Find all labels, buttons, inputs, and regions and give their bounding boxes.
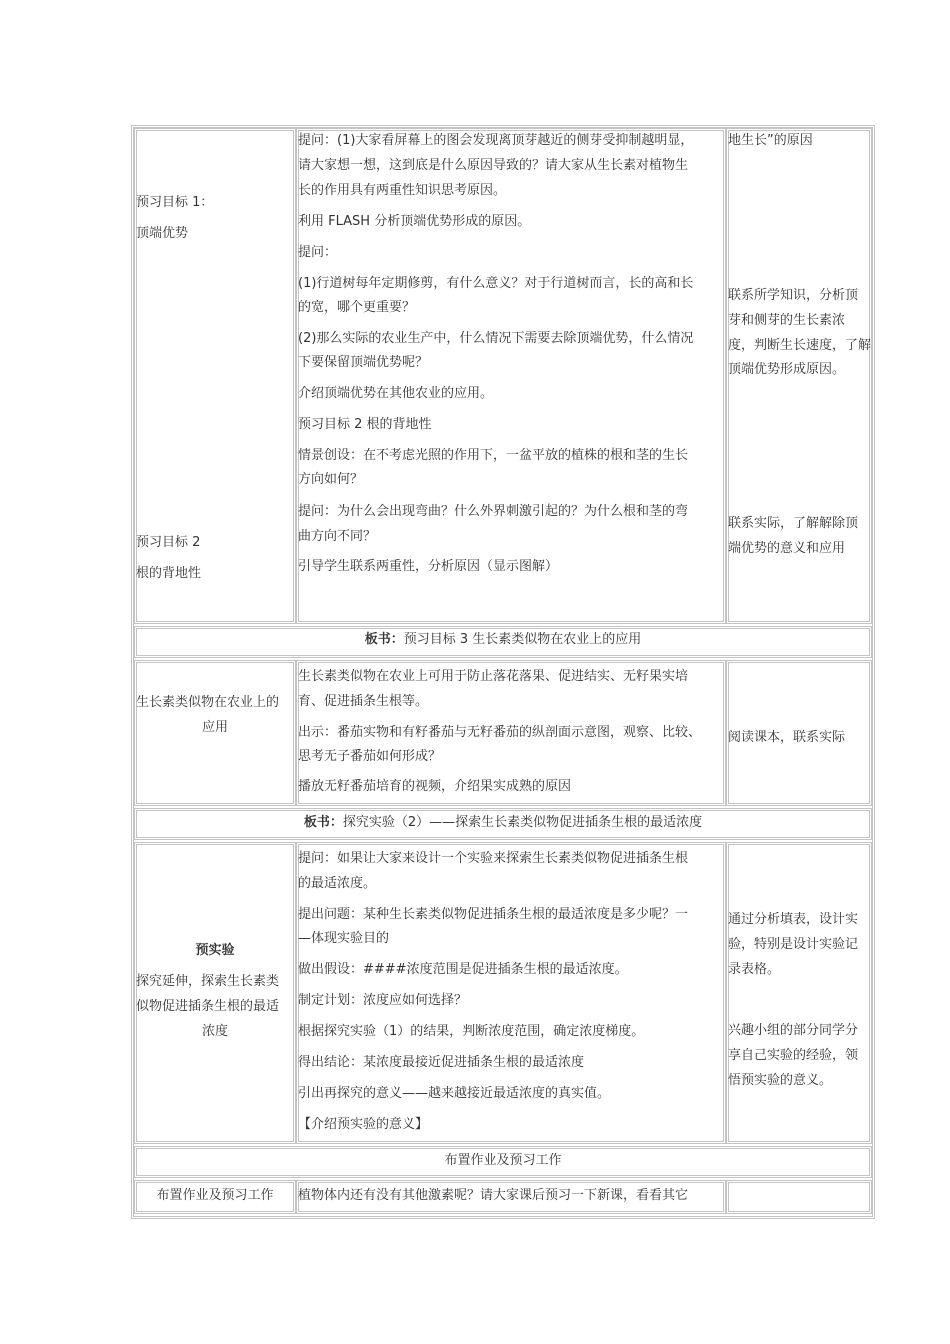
row3-middle-line: 制定计划：浓度应如何选择？ (298, 993, 468, 1008)
row3-right-line: 悟预实验的意义。 (728, 1073, 833, 1088)
row1-middle-line: 长的作用具有两重性知识思考原因。 (298, 183, 507, 198)
row1-middle-line: 的宽，哪个更重要？ (298, 300, 416, 315)
row1-middle-cell (296, 128, 726, 624)
row2-middle-line: 育、促进插条生根等。 (298, 694, 429, 709)
row1-middle-line: 利用 FLASH 分析顶端优势形成的原因。 (298, 214, 531, 229)
row1-middle-line: 方向如何？ (298, 472, 364, 487)
row1-left-line: 预习目标 1： (136, 195, 214, 210)
row1-right-line: 地生长”的原因 (728, 133, 813, 148)
row3-middle-line: 【介绍预实验的意义】 (298, 1117, 429, 1132)
row3-middle-line: 根据探究实验（1）的结果，判断浓度范围，确定浓度梯度。 (298, 1024, 645, 1039)
row1-middle-line: 请大家想一想，这到底是什么原因导致的？请大家从生长素对植物生 (298, 158, 689, 173)
row1-middle-line: 情景创设：在不考虑光照的作用下，一盆平放的植株的根和茎的生长 (298, 448, 689, 463)
board-text: 探究实验（2）——探索生长素类似物促进插条生根的最适浓度 (342, 815, 703, 830)
row3-right-line: 验，特别是设计实验记 (728, 937, 859, 952)
row3-right-line: 通过分析填表，设计实 (728, 912, 859, 927)
row3-middle-line: 提出问题：某种生长素类似物促进插条生根的最适浓度是多少呢？一 (298, 907, 689, 922)
row1-right-line: 联系实际，了解解除顶 (728, 516, 859, 531)
row3-right-cell (726, 842, 872, 1144)
row3-middle-line: 提问：如果让大家来设计一个实验来探索生长素类似物促进插条生根 (298, 851, 689, 866)
row3-right-line: 享自己实验的经验，领 (728, 1048, 859, 1063)
row1-left-line: 根的背地性 (136, 566, 202, 581)
board-label: 板书： (364, 632, 404, 647)
row2-right-line: 阅读课本，联系实际 (728, 730, 846, 745)
row1-right-line: 联系所学知识，分析顶 (728, 288, 859, 303)
board-label: 板书： (303, 815, 343, 830)
row1-left-line: 顶端优势 (136, 226, 189, 241)
row1-middle-line: 下要保留顶端优势呢？ (298, 355, 429, 370)
row3-left-line: 浓度 (201, 1024, 228, 1039)
row3-middle-line: 做出假设：####浓度范围是促进插条生根的最适浓度。 (298, 962, 628, 977)
row1-middle-line: 介绍顶端优势在其他农业的应用。 (298, 386, 494, 401)
row2-middle-line: 生长素类似物在农业上可用于防止落花落果、促进结实、无籽果实培 (298, 669, 689, 684)
row2-left-line: 生长素类似物在农业上的 (136, 695, 280, 710)
row3-left-line: 探究延伸，探索生长素类 (136, 974, 280, 989)
row3-middle-line: —体现实验目的 (298, 931, 390, 946)
row4-left-text: 布置作业及预习工作 (156, 1188, 274, 1203)
row3-right-line: 兴趣小组的部分同学分 (728, 1023, 859, 1038)
board-text: 预习目标 3 生长素类似物在农业上的应用 (403, 632, 642, 647)
row3-left-title: 预实验 (195, 943, 235, 958)
row2-left-line: 应用 (201, 720, 228, 735)
row3-left-line: 似物促进插条生根的最适 (136, 999, 280, 1014)
row1-right-line: 顶端优势形成原因。 (728, 362, 846, 377)
row2-middle-line: 出示：番茄实物和有籽番茄与无籽番茄的纵剖面示意图，观察、比较、 (298, 725, 702, 740)
row1-middle-line: 曲方向不同？ (298, 529, 377, 544)
row1-middle-line: 提问： (298, 245, 338, 260)
row3-left-cell (134, 842, 296, 1144)
board-heading-3: 布置作业及预习工作 (444, 1153, 562, 1168)
row1-right-line: 芽和侧芽的生长素浓 (728, 313, 846, 328)
row1-right-line: 度，判断生长速度，了解 (728, 338, 872, 353)
board-heading-2 (134, 813, 872, 833)
row1-left-line: 预习目标 2 (136, 535, 201, 550)
row2-middle-line: 播放无籽番茄培育的视频，介绍果实成熟的原因 (298, 779, 572, 794)
row4-middle-text: 植物体内还有没有其他激素呢？请大家课后预习一下新课，看看其它 (298, 1188, 689, 1203)
row3-middle-line: 得出结论：某浓度最接近促进插条生根的最适浓度 (298, 1055, 585, 1070)
row1-middle-line: (2)那么实际的农业生产中，什么情况下需要去除顶端优势，什么情况 (298, 331, 694, 346)
row3-middle-line: 引出再探究的意义——越来越接近最适浓度的真实值。 (298, 1086, 611, 1101)
row2-middle-line: 思考无子番茄如何形成？ (298, 749, 442, 764)
row1-middle-line: 预习目标 2 根的背地性 (298, 417, 432, 432)
row3-right-line: 录表格。 (728, 962, 781, 977)
row1-middle-line: (1)行道树每年定期修剪，有什么意义？对于行道树而言，长的高和长 (298, 276, 694, 291)
row1-middle-line: 提问：为什么会出现弯曲？什么外界刺激引起的？为什么根和茎的弯 (298, 504, 689, 519)
row1-middle-line: 提问：(1)大家看屏幕上的图会发现离顶芽越近的侧芽受抑制越明显， (298, 133, 694, 148)
row1-middle-line: 引导学生联系两重性，分析原因（显示图解） (298, 559, 559, 574)
board-heading-1 (134, 630, 872, 650)
row3-middle-line: 的最适浓度。 (298, 876, 377, 891)
row1-right-line: 端优势的意义和应用 (728, 541, 846, 556)
row4-right-cell (726, 1180, 872, 1214)
